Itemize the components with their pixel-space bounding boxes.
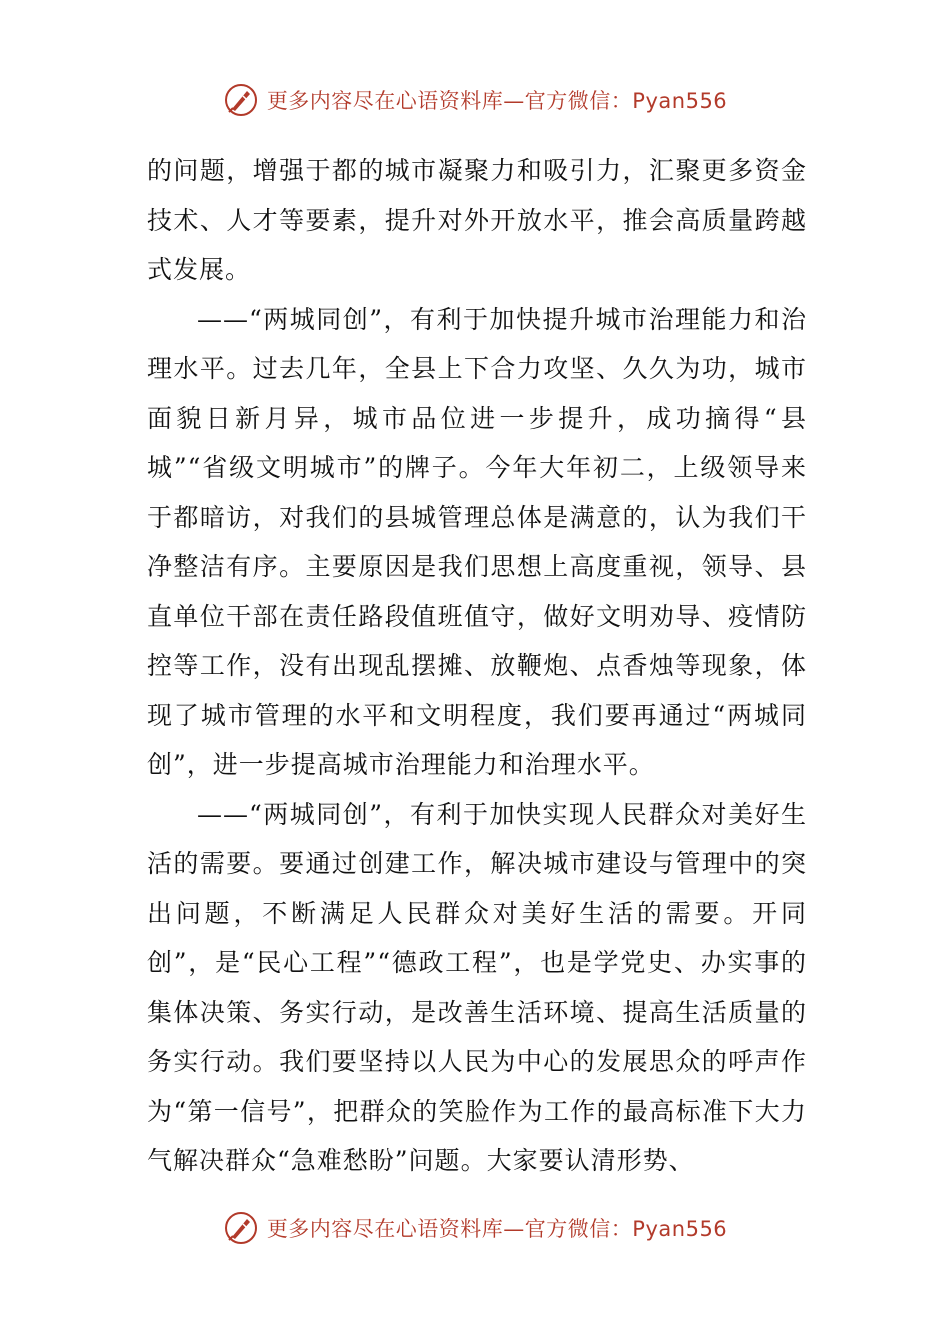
- paragraph-2: ——“两城同创”，有利于加快提升城市治理能力和治理水平。过去几年，全县上下合力攻坚、久久为功，城市面貌日新月异，城市品位进一步提升，成功摘得“县城”“省级文明城市”的牌子。今年大年初二，上级领导来于都暗访，对我们的县城管理总体是满意的，认为我们干净整洁有序。主要原因是我们思想上高度重视，领导、县直单位干部在责任路段值班值守，做好文明劝导、疫情防控等工作，没有出现乱摆摊、放鞭炮、点香烛等现象，体现了城市管理的水平和文明程度，我们要再通过“两城同创”，进一步提高城市治理能力和治理水平。: [147, 304, 807, 779]
- footer-banner: [0, 1206, 950, 1250]
- header-banner: [0, 78, 950, 122]
- footer-banner-text: 更多内容尽在心语资料库—官方微信：Pyan556: [266, 1217, 728, 1241]
- quill-pen-logo-icon: [223, 1210, 259, 1246]
- quill-pen-logo-icon: [223, 82, 259, 118]
- document-body: [147, 146, 807, 1186]
- header-banner-text: 更多内容尽在心语资料库—官方微信：Pyan556: [266, 89, 728, 113]
- paragraph-3: ——“两城同创”，有利于加快实现人民群众对美好生活的需要。要通过创建工作，解决城市建设与管理中的突出问题，不断满足人民群众对美好生活的需要。开同创”，是“民心工程”“德政工程”，也是学党史、办实事的集体决策、务实行动，是改善生活环境、提高生活质量的务实行动。我们要坚持以人民为中心的发展思众的呼声作为“第一信号”，把群众的笑脸作为工作的最高标准下大力气解决群众“急难愁盼”问题。大家要认清形势、: [147, 799, 807, 1175]
- paragraph-1: 的问题，增强于都的城市凝聚力和吸引力，汇聚更多资金技术、人才等要素，提升对外开放水平，推会高质量跨越式发展。: [147, 156, 807, 284]
